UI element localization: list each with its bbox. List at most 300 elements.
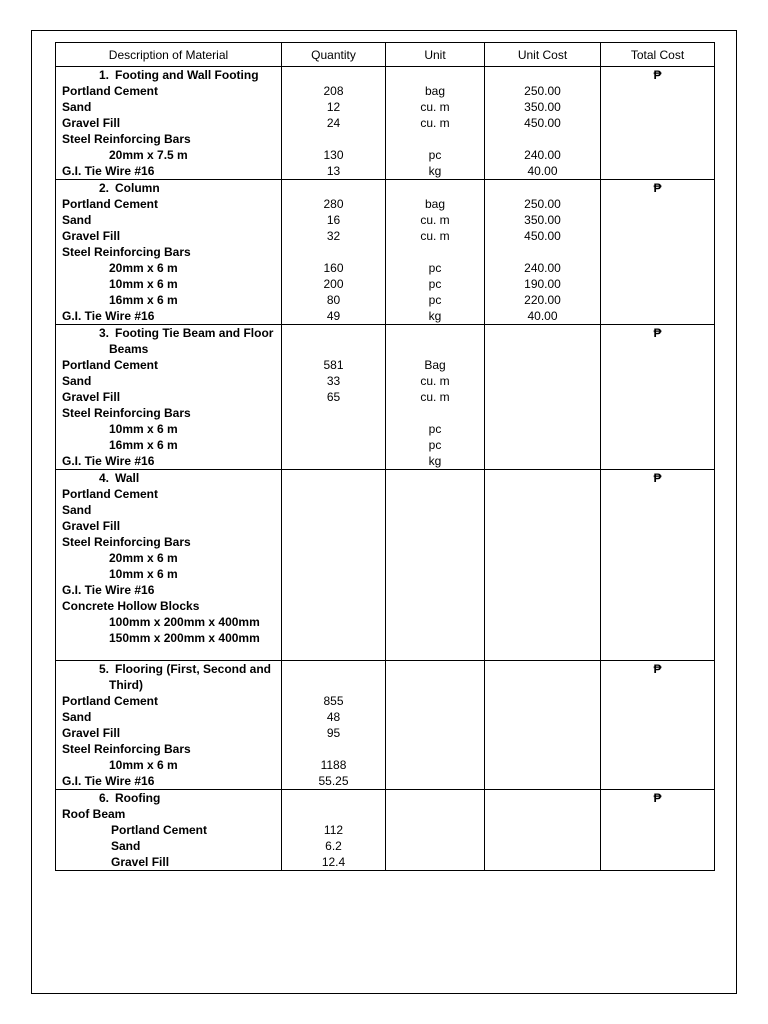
quantity-cell [282, 598, 386, 614]
table-row [56, 357, 715, 373]
unit-cell [386, 790, 485, 807]
section-title-text: Flooring (First, Second and [115, 662, 271, 676]
material-description: G.I. Tie Wire #16 [56, 773, 282, 790]
unit-cell [386, 470, 485, 487]
total-cost-cell [601, 582, 715, 598]
quantity-cell: 13 [282, 163, 386, 180]
quantity-cell [282, 437, 386, 453]
table-row [56, 244, 715, 260]
total-cost-cell [601, 453, 715, 470]
material-description: 20mm x 6 m [56, 550, 282, 566]
unit-cell [386, 838, 485, 854]
table-row [56, 389, 715, 405]
quantity-cell [282, 646, 386, 661]
quantity-cell [282, 180, 386, 197]
quantity-cell [282, 550, 386, 566]
unit-cell [386, 741, 485, 757]
material-description: Gravel Fill [56, 854, 282, 871]
material-description: Gravel Fill [56, 518, 282, 534]
unit-cost-cell [485, 470, 601, 487]
table-row [56, 99, 715, 115]
section-title [56, 470, 282, 487]
peso-sign: ₱ [601, 470, 715, 487]
total-cost-cell [601, 421, 715, 437]
peso-sign: ₱ [601, 661, 715, 678]
total-cost-cell [601, 757, 715, 773]
unit-cost-cell [485, 757, 601, 773]
unit-cost-cell [485, 453, 601, 470]
table-row [56, 292, 715, 308]
quantity-cell [282, 421, 386, 437]
unit-cost-cell [485, 854, 601, 871]
unit-cost-cell [485, 582, 601, 598]
section-title-row [56, 180, 715, 197]
material-description: Gravel Fill [56, 115, 282, 131]
header-description: Description of Material [56, 43, 282, 67]
unit-cost-cell [485, 341, 601, 357]
unit-cell [386, 773, 485, 790]
total-cost-cell [601, 260, 715, 276]
material-description: Steel Reinforcing Bars [56, 741, 282, 757]
material-description: Portland Cement [56, 486, 282, 502]
material-description: Sand [56, 373, 282, 389]
unit-cost-cell [485, 646, 601, 661]
table-row [56, 453, 715, 470]
unit-cell [386, 550, 485, 566]
unit-cell [386, 566, 485, 582]
material-description: 100mm x 200mm x 400mm [56, 614, 282, 630]
unit-cell [386, 614, 485, 630]
material-description: 16mm x 6 m [56, 437, 282, 453]
section-number: 5. [98, 662, 109, 676]
unit-cost-cell: 350.00 [485, 99, 601, 115]
section-title [56, 325, 282, 342]
quantity-cell [282, 67, 386, 84]
quantity-cell: 55.25 [282, 773, 386, 790]
table-row [56, 614, 715, 630]
unit-cost-cell [485, 437, 601, 453]
table-row [56, 276, 715, 292]
total-cost-cell [601, 405, 715, 421]
unit-cost-cell [485, 741, 601, 757]
material-description: 10mm x 6 m [56, 276, 282, 292]
peso-sign: ₱ [601, 180, 715, 197]
header-unit-cost: Unit Cost [485, 43, 601, 67]
unit-cell [386, 806, 485, 822]
unit-cost-cell: 250.00 [485, 83, 601, 99]
unit-cell [386, 405, 485, 421]
unit-cell: pc [386, 421, 485, 437]
table-row [56, 582, 715, 598]
material-description: Portland Cement [56, 357, 282, 373]
total-cost-cell [601, 518, 715, 534]
quantity-cell: 200 [282, 276, 386, 292]
section-number: 2. [98, 181, 109, 195]
unit-cell [386, 854, 485, 871]
blank-row [56, 646, 715, 661]
quantity-cell [282, 341, 386, 357]
quantity-cell: 95 [282, 725, 386, 741]
total-cost-cell [601, 389, 715, 405]
unit-cost-cell [485, 244, 601, 260]
section-number: 4. [98, 471, 109, 485]
table-row [56, 598, 715, 614]
quantity-cell [282, 405, 386, 421]
quantity-cell: 6.2 [282, 838, 386, 854]
table-row [56, 228, 715, 244]
unit-cost-cell [485, 566, 601, 582]
unit-cell [386, 244, 485, 260]
table-header-row [56, 43, 715, 67]
table-row [56, 115, 715, 131]
unit-cell [386, 341, 485, 357]
total-cost-cell [601, 693, 715, 709]
table-row [56, 854, 715, 871]
quantity-cell [282, 677, 386, 693]
total-cost-cell [601, 99, 715, 115]
unit-cost-cell: 250.00 [485, 196, 601, 212]
quantity-cell: 160 [282, 260, 386, 276]
quantity-cell: 1188 [282, 757, 386, 773]
unit-cost-cell [485, 518, 601, 534]
total-cost-cell [601, 854, 715, 871]
unit-cost-cell [485, 67, 601, 84]
unit-cell [386, 582, 485, 598]
unit-cost-cell: 450.00 [485, 228, 601, 244]
table-row [56, 405, 715, 421]
unit-cell [386, 822, 485, 838]
material-description: 10mm x 6 m [56, 757, 282, 773]
unit-cell: pc [386, 147, 485, 163]
unit-cost-cell [485, 709, 601, 725]
table-row [56, 518, 715, 534]
table-row [56, 757, 715, 773]
unit-cost-cell [485, 180, 601, 197]
material-description: Roof Beam [56, 806, 282, 822]
section-title-continuation-row [56, 341, 715, 357]
unit-cost-cell [485, 773, 601, 790]
total-cost-cell [601, 806, 715, 822]
peso-sign: ₱ [601, 790, 715, 807]
table-row [56, 308, 715, 325]
quantity-cell: 32 [282, 228, 386, 244]
unit-cell [386, 534, 485, 550]
quantity-cell: 208 [282, 83, 386, 99]
quantity-cell: 12 [282, 99, 386, 115]
material-description: Sand [56, 838, 282, 854]
unit-cell: kg [386, 308, 485, 325]
quantity-cell: 280 [282, 196, 386, 212]
total-cost-cell [601, 822, 715, 838]
total-cost-cell [601, 566, 715, 582]
material-description: 20mm x 7.5 m [56, 147, 282, 163]
unit-cell [386, 67, 485, 84]
quantity-cell [282, 630, 386, 646]
unit-cell: pc [386, 437, 485, 453]
material-description: Portland Cement [56, 83, 282, 99]
table-row [56, 131, 715, 147]
table-row [56, 421, 715, 437]
material-description: Sand [56, 99, 282, 115]
total-cost-cell [601, 244, 715, 260]
material-description: Steel Reinforcing Bars [56, 131, 282, 147]
unit-cell: kg [386, 163, 485, 180]
quantity-cell [282, 244, 386, 260]
unit-cost-cell [485, 421, 601, 437]
material-description: Steel Reinforcing Bars [56, 244, 282, 260]
table-row [56, 806, 715, 822]
quantity-cell [282, 582, 386, 598]
section-title-row [56, 67, 715, 84]
total-cost-cell [601, 437, 715, 453]
table-row [56, 709, 715, 725]
material-description: Sand [56, 212, 282, 228]
header-unit: Unit [386, 43, 485, 67]
quantity-cell [282, 566, 386, 582]
quantity-cell [282, 661, 386, 678]
unit-cell [386, 131, 485, 147]
unit-cost-cell [485, 806, 601, 822]
unit-cell: cu. m [386, 389, 485, 405]
unit-cost-cell: 240.00 [485, 260, 601, 276]
table-row [56, 163, 715, 180]
unit-cell [386, 693, 485, 709]
total-cost-cell [601, 677, 715, 693]
quantity-cell [282, 470, 386, 487]
total-cost-cell [601, 709, 715, 725]
material-description: Steel Reinforcing Bars [56, 405, 282, 421]
section-title-text: Footing Tie Beam and Floor [115, 326, 274, 340]
material-description: Sand [56, 502, 282, 518]
material-description: 10mm x 6 m [56, 566, 282, 582]
quantity-cell [282, 453, 386, 470]
section-title [56, 661, 282, 678]
quantity-cell: 16 [282, 212, 386, 228]
header-total-cost: Total Cost [601, 43, 715, 67]
total-cost-cell [601, 83, 715, 99]
table-row [56, 486, 715, 502]
unit-cell [386, 598, 485, 614]
unit-cell: bag [386, 83, 485, 99]
material-description: 16mm x 6 m [56, 292, 282, 308]
quantity-cell [282, 790, 386, 807]
table-row [56, 550, 715, 566]
total-cost-cell [601, 646, 715, 661]
quantity-cell [282, 131, 386, 147]
total-cost-cell [601, 147, 715, 163]
material-description: Portland Cement [56, 693, 282, 709]
material-description: G.I. Tie Wire #16 [56, 582, 282, 598]
total-cost-cell [601, 550, 715, 566]
material-description: 20mm x 6 m [56, 260, 282, 276]
unit-cost-cell: 220.00 [485, 292, 601, 308]
unit-cost-cell [485, 373, 601, 389]
material-description: Sand [56, 709, 282, 725]
unit-cost-cell [485, 357, 601, 373]
total-cost-cell [601, 228, 715, 244]
unit-cost-cell [485, 838, 601, 854]
table-row [56, 741, 715, 757]
total-cost-cell [601, 341, 715, 357]
section-title-continued: Third) [56, 677, 282, 693]
unit-cost-cell: 40.00 [485, 308, 601, 325]
quantity-cell: 49 [282, 308, 386, 325]
total-cost-cell [601, 502, 715, 518]
quantity-cell: 581 [282, 357, 386, 373]
unit-cost-cell: 350.00 [485, 212, 601, 228]
table-row [56, 437, 715, 453]
total-cost-cell [601, 212, 715, 228]
bill-of-materials-table [55, 42, 715, 871]
unit-cell [386, 677, 485, 693]
table-row [56, 196, 715, 212]
peso-sign: ₱ [601, 325, 715, 342]
unit-cost-cell: 240.00 [485, 147, 601, 163]
section-title-row [56, 661, 715, 678]
quantity-cell [282, 325, 386, 342]
unit-cost-cell [485, 661, 601, 678]
table-row [56, 838, 715, 854]
table-row [56, 260, 715, 276]
total-cost-cell [601, 196, 715, 212]
section-title-row [56, 470, 715, 487]
unit-cell [386, 646, 485, 661]
unit-cost-cell: 450.00 [485, 115, 601, 131]
total-cost-cell [601, 630, 715, 646]
table-row [56, 822, 715, 838]
unit-cost-cell [485, 502, 601, 518]
total-cost-cell [601, 308, 715, 325]
header-quantity: Quantity [282, 43, 386, 67]
table-row [56, 373, 715, 389]
material-description: Steel Reinforcing Bars [56, 534, 282, 550]
quantity-cell [282, 741, 386, 757]
unit-cost-cell [485, 550, 601, 566]
material-description: Concrete Hollow Blocks [56, 598, 282, 614]
table-row [56, 147, 715, 163]
unit-cost-cell [485, 693, 601, 709]
unit-cost-cell [485, 389, 601, 405]
unit-cell [386, 630, 485, 646]
section-number: 1. [98, 68, 109, 82]
unit-cost-cell [485, 325, 601, 342]
quantity-cell: 130 [282, 147, 386, 163]
unit-cell [386, 518, 485, 534]
unit-cell [386, 661, 485, 678]
quantity-cell [282, 534, 386, 550]
unit-cost-cell [485, 598, 601, 614]
quantity-cell: 33 [282, 373, 386, 389]
total-cost-cell [601, 598, 715, 614]
unit-cell [386, 709, 485, 725]
section-title-continuation-row [56, 677, 715, 693]
quantity-cell: 24 [282, 115, 386, 131]
table-row [56, 693, 715, 709]
section-title [56, 180, 282, 197]
unit-cell [386, 725, 485, 741]
unit-cell: Bag [386, 357, 485, 373]
unit-cell: kg [386, 453, 485, 470]
section-number: 6. [98, 791, 109, 805]
material-description: Portland Cement [56, 196, 282, 212]
table-row [56, 83, 715, 99]
unit-cell [386, 180, 485, 197]
unit-cell: cu. m [386, 212, 485, 228]
total-cost-cell [601, 292, 715, 308]
quantity-cell [282, 806, 386, 822]
unit-cost-cell [485, 486, 601, 502]
total-cost-cell [601, 838, 715, 854]
material-description: 150mm x 200mm x 400mm [56, 630, 282, 646]
section-number: 3. [98, 326, 109, 340]
section-title-row [56, 790, 715, 807]
quantity-cell [282, 518, 386, 534]
unit-cell: cu. m [386, 228, 485, 244]
quantity-cell: 12.4 [282, 854, 386, 871]
unit-cost-cell [485, 790, 601, 807]
quantity-cell: 80 [282, 292, 386, 308]
material-description [56, 646, 282, 661]
total-cost-cell [601, 115, 715, 131]
table-row [56, 630, 715, 646]
unit-cell: pc [386, 292, 485, 308]
unit-cost-cell [485, 822, 601, 838]
unit-cell: cu. m [386, 115, 485, 131]
unit-cell [386, 486, 485, 502]
section-title [56, 67, 282, 84]
table-row [56, 773, 715, 790]
section-title-text: Wall [115, 471, 140, 485]
section-title-row [56, 325, 715, 342]
unit-cost-cell: 40.00 [485, 163, 601, 180]
material-description: Gravel Fill [56, 725, 282, 741]
material-description: Gravel Fill [56, 389, 282, 405]
unit-cost-cell [485, 534, 601, 550]
total-cost-cell [601, 131, 715, 147]
table-row [56, 212, 715, 228]
table-row [56, 725, 715, 741]
total-cost-cell [601, 276, 715, 292]
unit-cost-cell [485, 405, 601, 421]
peso-sign: ₱ [601, 67, 715, 84]
unit-cell: cu. m [386, 99, 485, 115]
total-cost-cell [601, 741, 715, 757]
section-title-text: Column [115, 181, 160, 195]
material-description: G.I. Tie Wire #16 [56, 308, 282, 325]
total-cost-cell [601, 163, 715, 180]
quantity-cell: 65 [282, 389, 386, 405]
unit-cost-cell [485, 677, 601, 693]
unit-cost-cell [485, 614, 601, 630]
quantity-cell: 855 [282, 693, 386, 709]
unit-cell [386, 325, 485, 342]
unit-cost-cell: 190.00 [485, 276, 601, 292]
material-description: Gravel Fill [56, 228, 282, 244]
total-cost-cell [601, 486, 715, 502]
section-title [56, 790, 282, 807]
unit-cell: pc [386, 260, 485, 276]
total-cost-cell [601, 725, 715, 741]
unit-cost-cell [485, 131, 601, 147]
unit-cell [386, 502, 485, 518]
total-cost-cell [601, 534, 715, 550]
total-cost-cell [601, 773, 715, 790]
table-row [56, 534, 715, 550]
section-title-continued: Beams [56, 341, 282, 357]
section-title-text: Footing and Wall Footing [115, 68, 259, 82]
total-cost-cell [601, 357, 715, 373]
quantity-cell: 112 [282, 822, 386, 838]
